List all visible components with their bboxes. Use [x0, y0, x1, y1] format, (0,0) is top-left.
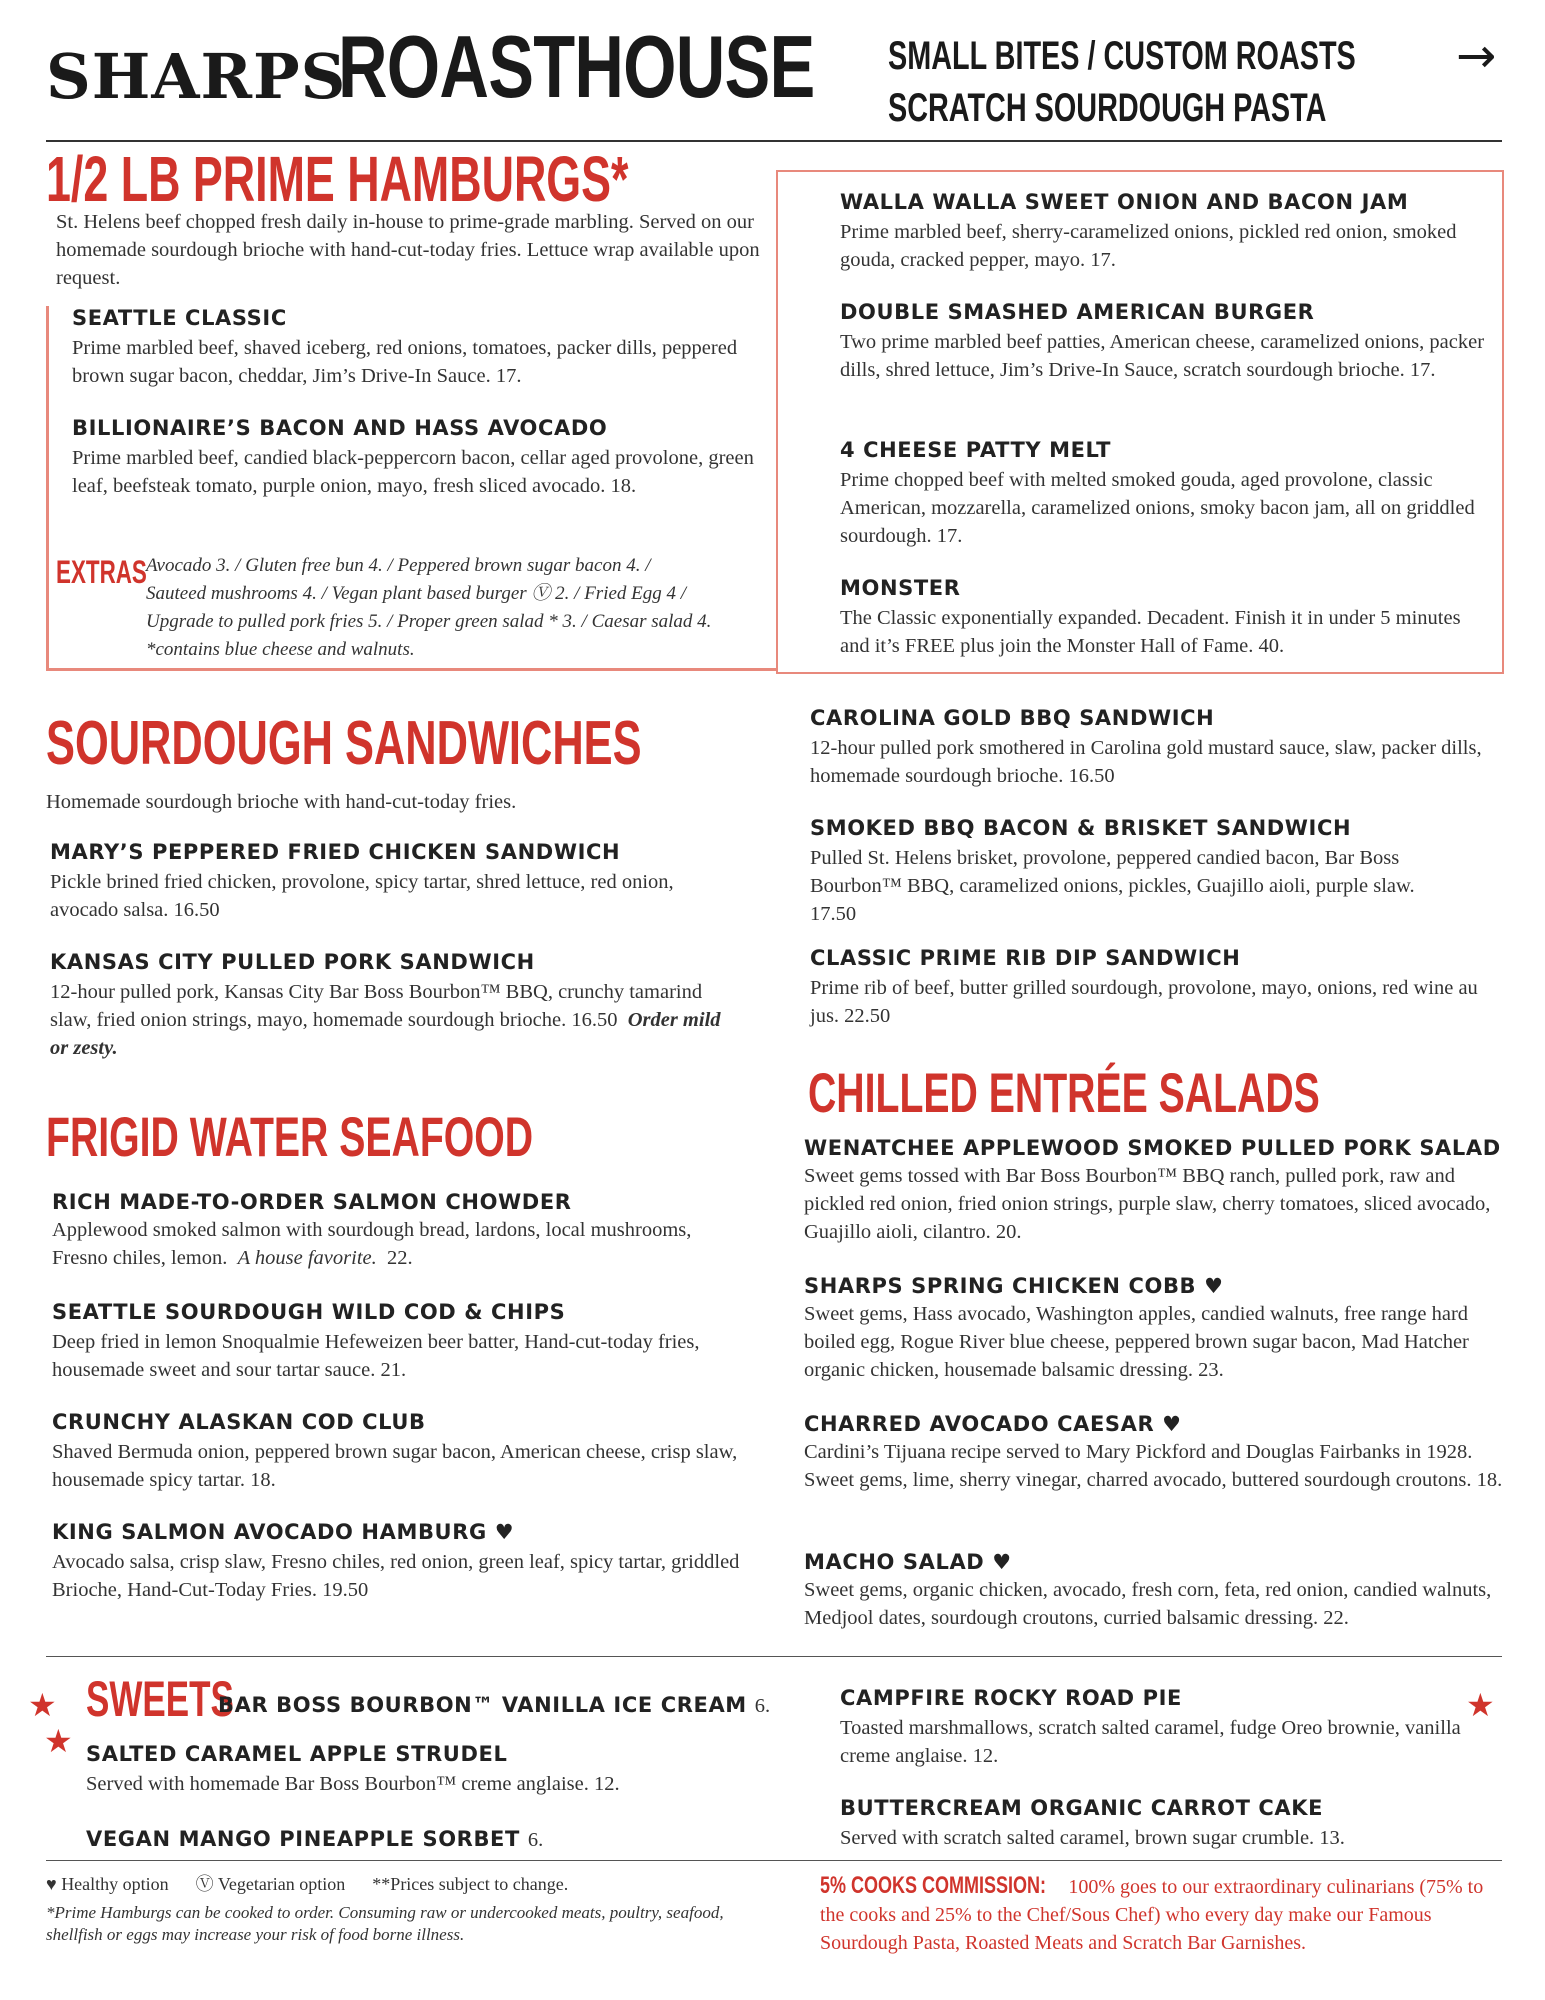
item-name: KANSAS CITY PULLED PORK SANDWICH	[50, 950, 535, 974]
extras-line: *contains blue cheese and walnuts.	[146, 639, 415, 660]
sandwiches-intro: Homemade sourdough brioche with hand-cut-today fries.	[46, 791, 517, 813]
item-name: DOUBLE SMASHED AMERICAN BURGER	[840, 300, 1315, 324]
menu-item	[840, 300, 1490, 384]
menu-item	[810, 816, 1450, 928]
star-icon: ★	[44, 1722, 73, 1760]
burgers-intro: St. Helens beef chopped fresh daily in-house to prime-grade marbling. Served on our homemade sourdough brioche with hand-cut-today fries. Lettuce wrap available upon request.	[56, 211, 760, 289]
item-name: SALTED CARAMEL APPLE STRUDEL	[86, 1742, 508, 1766]
menu-item	[72, 416, 762, 500]
item-name: WALLA WALLA SWEET ONION AND BACON JAM	[840, 190, 1409, 214]
extras-line: Sauteed mushrooms 4. / Vegan plant based burger Ⓥ 2. / Fried Egg 4 /	[146, 583, 687, 604]
item-desc: Sweet gems, organic chicken, avocado, fresh corn, feta, red onion, candied walnuts, Medjool dates, sourdough croutons, curried balsamic dressing. 22.	[804, 1579, 1492, 1629]
item-name: BILLIONAIRE’S BACON AND HASS AVOCADO	[72, 416, 608, 440]
section-title-sweets: SWEETS	[86, 1671, 234, 1727]
item-desc: Deep fried in lemon Snoqualmie Hefeweizen beer batter, Hand-cut-today fries, housemade sweet and sour tartar sauce. 21.	[52, 1331, 700, 1381]
menu-item	[218, 1692, 770, 1720]
menu-item	[840, 190, 1490, 274]
section-title-burgers: 1/2 LB PRIME HAMBURGS*	[46, 143, 629, 215]
item-name: CAMPFIRE ROCKY ROAD PIE	[840, 1686, 1182, 1710]
menu-item	[840, 1796, 1480, 1852]
cooks-commission	[820, 1872, 1500, 1957]
item-name: SMOKED BBQ BACON & BRISKET SANDWICH	[810, 816, 1352, 840]
item-name: BAR BOSS BOURBON™ VANILLA ICE CREAM	[218, 1693, 747, 1717]
section-title-sandwiches: SOURDOUGH SANDWICHES	[46, 709, 642, 778]
item-desc: Avocado salsa, crisp slaw, Fresno chiles, red onion, green leaf, spicy tartar, griddled Brioche, Hand-Cut-Today Fries. 19.50	[52, 1551, 740, 1601]
item-name: KING SALMON AVOCADO HAMBURG ♥	[52, 1520, 515, 1544]
item-name: CRUNCHY ALASKAN COD CLUB	[52, 1410, 426, 1434]
extras-line: Avocado 3. / Gluten free bun 4. / Peppered brown sugar bacon 4. /	[146, 555, 651, 576]
item-desc: Cardini’s Tijuana recipe served to Mary Pickford and Douglas Fairbanks in 1928. Sweet gems, lime, sherry vinegar, charred avocado, buttered sourdough croutons. 18.	[804, 1441, 1503, 1491]
menu-item	[840, 576, 1490, 660]
item-desc: Sweet gems, Hass avocado, Washington apples, candied walnuts, free range hard boiled egg, Rogue River blue cheese, peppered brown sugar bacon, Mad Hatcher organic chicken, housemade balsamic dressing. 23.	[804, 1303, 1469, 1381]
menu-item	[52, 1410, 742, 1494]
item-desc: Shaved Bermuda onion, peppered brown sugar bacon, American cheese, crisp slaw, housemade spicy tartar. 18.	[52, 1441, 738, 1491]
menu-item	[804, 1136, 1504, 1246]
menu-item	[840, 1686, 1480, 1770]
menu-item	[810, 706, 1490, 790]
menu-item	[52, 1520, 742, 1604]
item-desc: Prime marbled beef, sherry-caramelized onions, pickled red onion, smoked gouda, cracked pepper, mayo. 17.	[840, 221, 1457, 271]
brand-second: ROASTHOUSE	[338, 17, 815, 116]
item-name: CLASSIC PRIME RIB DIP SANDWICH	[810, 946, 1241, 970]
item-desc: 12-hour pulled pork, Kansas City Bar Boss Bourbon™ BBQ, crunchy tamarind slaw, fried onion strings, mayo, homemade sourdough brioche.	[50, 981, 703, 1031]
section-title-salads: CHILLED ENTRÉE SALADS	[808, 1061, 1320, 1124]
commission-text: 100% goes to our extraordinary culinarians (75% to the cooks and 25% to the Chef/Sous Chef) who every day make our Famous Sourdough Pasta, Roasted Meats and Scratch Bar Garnishes.	[820, 1876, 1484, 1954]
item-name: 4 CHEESE PATTY MELT	[840, 438, 1111, 462]
item-price: 16.50	[571, 1009, 618, 1031]
menu-item	[804, 1412, 1512, 1494]
item-name: MONSTER	[840, 576, 961, 600]
item-desc: Pulled St. Helens brisket, provolone, peppered candied bacon, Bar Boss Bourbon™ BBQ, caramelized onions, pickles, Guajillo aioli, purple slaw. 17.50	[810, 847, 1415, 925]
item-name: WENATCHEE APPLEWOOD SMOKED PULLED PORK SALAD	[804, 1136, 1501, 1160]
disclaimer: *Prime Hamburgs can be cooked to order. Consuming raw or undercooked meats, poultry, seafood, shellfish or eggs may increase your risk of food borne illness.	[46, 1903, 724, 1944]
item-desc: Pickle brined fried chicken, provolone, spicy tartar, shred lettuce, red onion, avocado salsa. 16.50	[50, 871, 674, 921]
menu-item	[50, 950, 740, 1062]
item-name: MACHO SALAD ♥	[804, 1550, 1012, 1574]
item-desc: Two prime marbled beef patties, American cheese, caramelized onions, packer dills, shred lettuce, Jim’s Drive-In Sauce, scratch sourdough brioche. 17.	[840, 331, 1485, 381]
item-name: SEATTLE SOURDOUGH WILD COD & CHIPS	[52, 1300, 566, 1324]
menu-item	[86, 1742, 766, 1798]
item-desc: The Classic exponentially expanded. Decadent. Finish it in under 5 minutes and it’s FREE plus join the Monster Hall of Fame. 40.	[840, 607, 1461, 657]
item-price: 6.	[754, 1695, 771, 1717]
menu-item	[72, 306, 762, 390]
menu-item	[804, 1550, 1512, 1632]
legend: ♥ Healthy option Ⓥ Vegetarian option **Prices subject to change.	[46, 1874, 569, 1894]
menu-item	[50, 840, 740, 924]
item-name: CAROLINA GOLD BBQ SANDWICH	[810, 706, 1215, 730]
burgers-left-accent	[46, 306, 49, 671]
arrow-right-icon[interactable]: →	[1456, 28, 1497, 84]
item-name: CHARRED AVOCADO CAESAR ♥	[804, 1412, 1182, 1436]
menu-item	[804, 1274, 1504, 1384]
item-desc: 12-hour pulled pork smothered in Carolina gold mustard sauce, slaw, packer dills, homemade sourdough brioche. 16.50	[810, 737, 1482, 787]
menu-item	[52, 1190, 742, 1272]
section-title-seafood: FRIGID WATER SEAFOOD	[46, 1105, 534, 1168]
extras-line: Upgrade to pulled pork fries 5. / Proper green salad * 3. / Caesar salad 4.	[146, 611, 712, 632]
item-name: RICH MADE-TO-ORDER SALMON CHOWDER	[52, 1190, 572, 1214]
item-name: SHARPS SPRING CHICKEN COBB ♥	[804, 1274, 1224, 1298]
tagline-line-1: SMALL BITES / CUSTOM ROASTS	[888, 34, 1356, 78]
star-icon: ★	[28, 1686, 57, 1724]
item-note: A house favorite.	[237, 1247, 377, 1269]
tagline	[888, 30, 1356, 134]
extras-label: EXTRAS	[56, 554, 147, 590]
commission-title: 5% COOKS COMMISSION:	[820, 1872, 1047, 1899]
item-desc: Prime marbled beef, candied black-peppercorn bacon, cellar aged provolone, green leaf, beefsteak tomato, purple onion, mayo, fresh sliced avocado. 18.	[72, 447, 754, 497]
menu-item	[86, 1826, 543, 1854]
item-name: VEGAN MANGO PINEAPPLE SORBET	[86, 1827, 520, 1851]
item-desc: Prime chopped beef with melted smoked gouda, aged provolone, classic American, mozzarella, caramelized onions, smoky bacon jam, all on griddled sourdough. 17.	[840, 469, 1475, 547]
footer-divider	[46, 1860, 1502, 1861]
item-desc: Toasted marshmallows, scratch salted caramel, fudge Oreo brownie, vanilla creme anglaise. 12.	[840, 1717, 1461, 1767]
menu-item	[840, 438, 1490, 550]
menu-item	[810, 946, 1490, 1030]
item-name: MARY’S PEPPERED FRIED CHICKEN SANDWICH	[50, 840, 621, 864]
item-name: SEATTLE CLASSIC	[72, 306, 287, 330]
item-desc: Applewood smoked salmon with sourdough bread, lardons, local mushrooms, Fresno chiles, lemon.	[52, 1219, 692, 1269]
item-desc: Served with scratch salted caramel, brown sugar crumble. 13.	[840, 1827, 1345, 1849]
item-price: 6.	[527, 1829, 544, 1851]
extras-list	[146, 552, 786, 664]
sweets-divider	[46, 1656, 1502, 1657]
star-icon: ★	[1466, 1686, 1495, 1724]
item-desc: Sweet gems tossed with Bar Boss Bourbon™ BBQ ranch, pulled pork, raw and pickled red onion, fried onion strings, purple slaw, cherry tomatoes, sliced avocado, Guajillo aioli, cilantro. 20.	[804, 1165, 1491, 1243]
brand-first: SHARPS	[46, 40, 347, 113]
item-name: BUTTERCREAM ORGANIC CARROT CAKE	[840, 1796, 1324, 1820]
item-desc: Prime rib of beef, butter grilled sourdough, provolone, mayo, onions, red wine au jus. 22.50	[810, 977, 1478, 1027]
item-price: 22.	[387, 1247, 413, 1269]
menu-item	[52, 1300, 742, 1384]
item-note: Order mild or zesty.	[50, 1009, 721, 1059]
burgers-bottom-accent	[46, 668, 776, 671]
item-desc: Served with homemade Bar Boss Bourbon™ creme anglaise. 12.	[86, 1773, 620, 1795]
item-desc: Prime marbled beef, shaved iceberg, red onions, tomatoes, packer dills, peppered brown sugar bacon, cheddar, Jim’s Drive-In Sauce. 17.	[72, 337, 738, 387]
tagline-line-2: SCRATCH SOURDOUGH PASTA	[888, 86, 1327, 130]
